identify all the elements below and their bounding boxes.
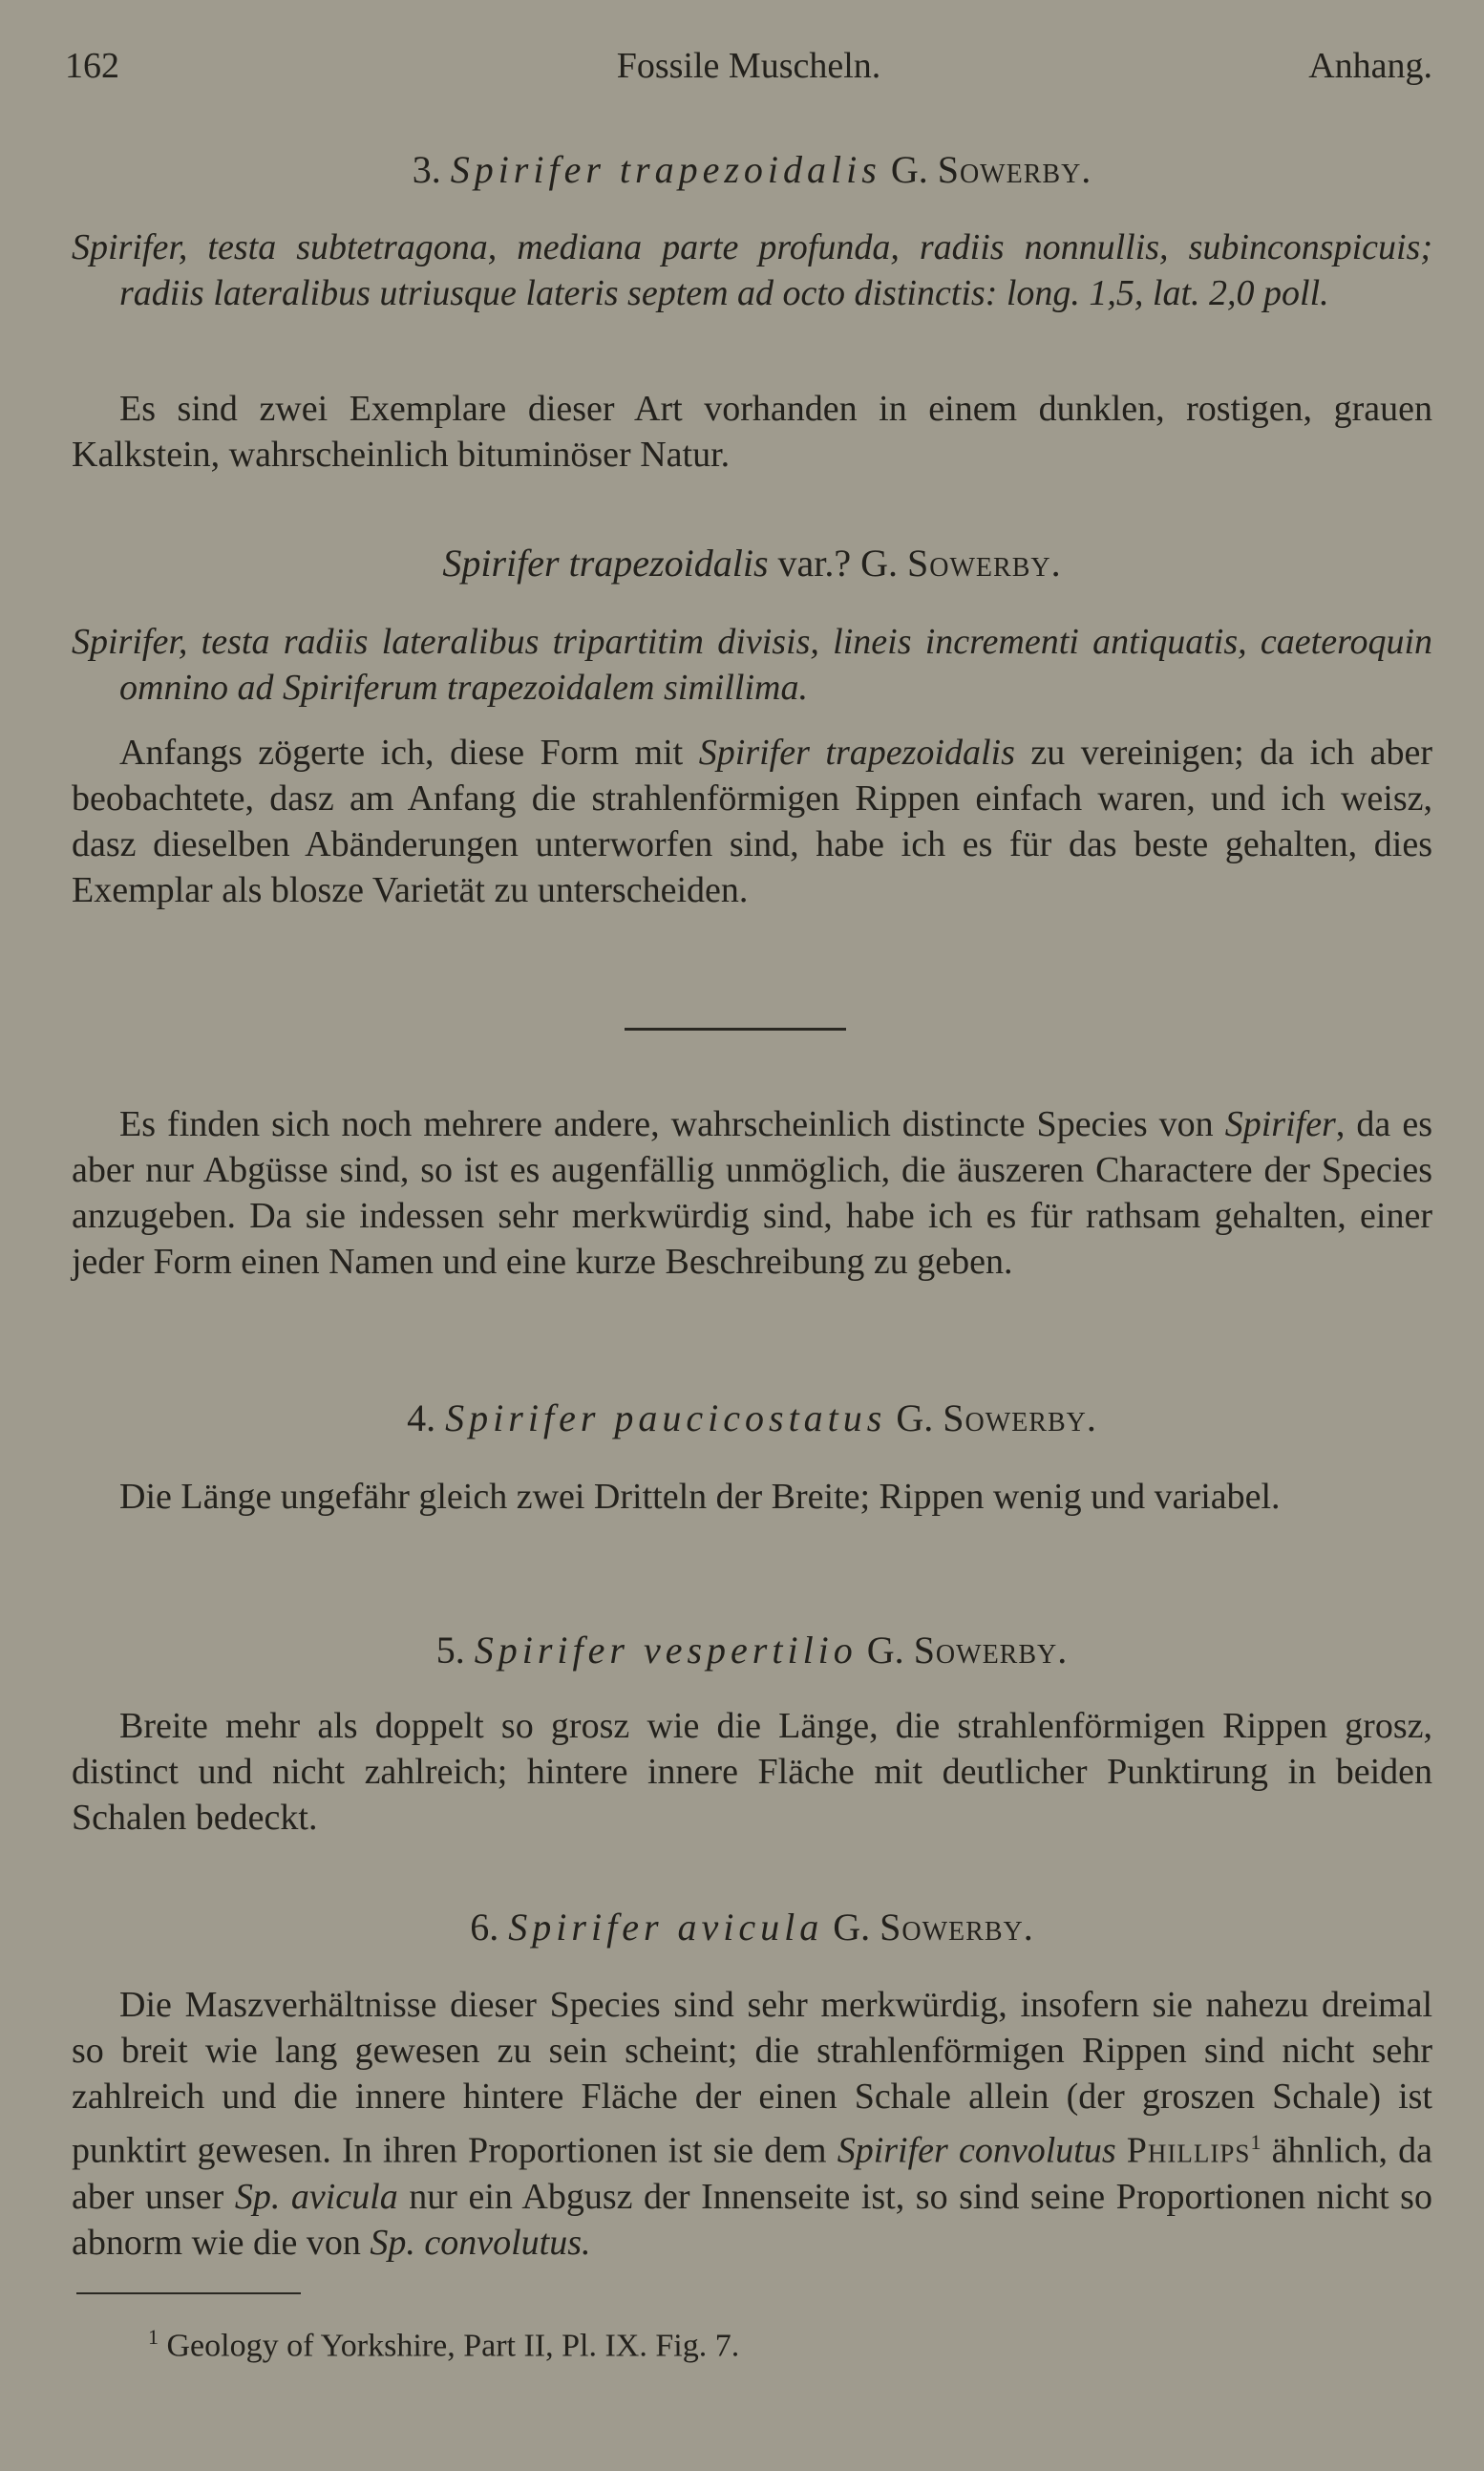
description-paragraph: Breite mehr als doppelt so grosz wie die Länge, die strahlenförmigen Rippen grosz, distinct und nicht zahlreich; hintere innere Fläche mit deutlicher Punktirung in beiden Schalen bedeckt. (72, 1706, 1432, 1838)
author-initial: G. (833, 1906, 871, 1949)
text-run: Anfangs zögerte ich, diese Form mit (119, 733, 699, 773)
intro-paragraph (72, 1101, 1432, 1285)
footnote-mark: 1 (148, 2325, 159, 2349)
species-reference: Sp. avicula (234, 2176, 398, 2217)
species-name: Spirifer trapezoidalis (442, 542, 769, 585)
footnote (148, 2316, 739, 2367)
latin-diagnosis: Spirifer, testa radiis lateralibus tripartitim divisis, lineis incrementi antiquatis, caeteroquin omnino ad Spiriferum trapezoidalem simillima. (72, 622, 1432, 708)
variety-description (72, 730, 1432, 913)
species-reference: Spirifer trapezoidalis (698, 733, 1015, 773)
text-run: , da es aber nur Abgüsse sind, so ist es augenfällig unmöglich, die äuszeren Charactere der Species anzugeben. Da sie indessen sehr merkwürdig sind, habe ich es für rathsam gehalten, einer jeder Form einen Namen und eine kurze Beschreibung zu geben. (72, 1104, 1432, 1282)
species-3-heading (72, 146, 1432, 194)
author-initial: G. (866, 1629, 904, 1672)
footnote-reference: 1 (1250, 2130, 1261, 2154)
description-paragraph (72, 1982, 1432, 2266)
author-initial: G. (896, 1396, 934, 1439)
species-4-description (72, 1474, 1432, 1520)
species-number: 6. (470, 1906, 499, 1949)
species-name: Spirifer trapezoidalis (450, 148, 881, 191)
species-name: Spirifer paucicostatus (445, 1396, 887, 1439)
additional-species-intro (72, 1101, 1432, 1285)
running-title: Fossile Muscheln. (616, 46, 881, 86)
page-number: 162 (65, 46, 119, 86)
author-initial: G. (860, 542, 899, 585)
species-3-latin-diagnosis (72, 224, 1432, 316)
species-number: 4. (407, 1396, 436, 1439)
description-paragraph (72, 730, 1432, 913)
variety-rank: var.? (777, 542, 852, 585)
section-divider (625, 1028, 846, 1031)
species-5-description (72, 1703, 1432, 1841)
species-reference: Spirifer convolutus (837, 2130, 1116, 2171)
footnote-text: Geology of Yorkshire, Part II, Pl. IX. Fig. 7. (166, 2328, 740, 2364)
species-number: 3. (412, 148, 441, 191)
author-name: Sowerby. (937, 148, 1092, 191)
description-paragraph: Es sind zwei Exemplare dieser Art vorhanden in einem dunklen, rostigen, grauen Kalkstein, wahrscheinlich bituminöser Natur. (72, 389, 1432, 475)
author-name: Phillips (1126, 2130, 1251, 2171)
footnote-divider (76, 2292, 301, 2294)
description-paragraph: Die Länge ungefähr gleich zwei Dritteln der Breite; Rippen wenig und variabel. (119, 1477, 1281, 1517)
species-name: Spirifer vespertilio (474, 1629, 858, 1672)
species-name: Spirifer avicula (508, 1906, 824, 1949)
variety-heading (72, 540, 1432, 587)
species-4-heading (72, 1395, 1432, 1442)
species-6-heading (72, 1904, 1432, 1951)
text-run: Die Maszverhältnisse dieser Species sind sehr merkwürdig, insofern sie nahezu dreimal so breit wie lang gewesen zu sein scheint; die strahlenförmigen Rippen sind nicht sehr zahlreich und die innere hintere Fläche der einen Schale allein (der groszen Schale) ist punktirt gewesen. In ihren Proportionen ist sie dem (72, 1985, 1432, 2171)
page-header (65, 42, 1432, 90)
text-run: nur ein Abgusz der Innenseite ist, so sind seine Proportionen nicht so abnorm wie die von (72, 2176, 1432, 2263)
author-name: Sowerby. (913, 1629, 1069, 1672)
author-initial: G. (890, 148, 928, 191)
text-run: Es finden sich noch mehrere andere, wahrscheinlich distincte Species von (119, 1104, 1225, 1144)
species-reference: Sp. convolutus. (370, 2222, 591, 2263)
species-6-description (72, 1982, 1432, 2266)
author-name: Sowerby. (907, 542, 1062, 585)
latin-diagnosis: Spirifer, testa subtetragona, mediana parte profunda, radiis nonnullis, subinconspicuis; radiis lateralibus utriusque lateris septem ad octo distinctis: long. 1,5, lat. 2,0 poll. (72, 227, 1432, 313)
species-3-description (72, 386, 1432, 478)
species-number: 5. (435, 1629, 465, 1672)
author-name: Sowerby. (880, 1906, 1034, 1949)
text-run: ähnlich, da aber unser (72, 2130, 1432, 2217)
species-reference: Spirifer (1224, 1104, 1336, 1144)
text-run: zu vereinigen; da ich aber beobachtete, dasz am Anfang die strahlenförmigen Rippen einfach waren, und ich weisz, dasz dieselben Abänderungen unterworfen sind, habe ich es für das beste gehalten, dies Exemplar als blosze Varietät zu unterscheiden. (72, 733, 1432, 910)
section-label: Anhang. (1308, 46, 1432, 86)
variety-latin-diagnosis (72, 619, 1432, 711)
author-name: Sowerby. (943, 1396, 1097, 1439)
species-5-heading (72, 1627, 1432, 1674)
